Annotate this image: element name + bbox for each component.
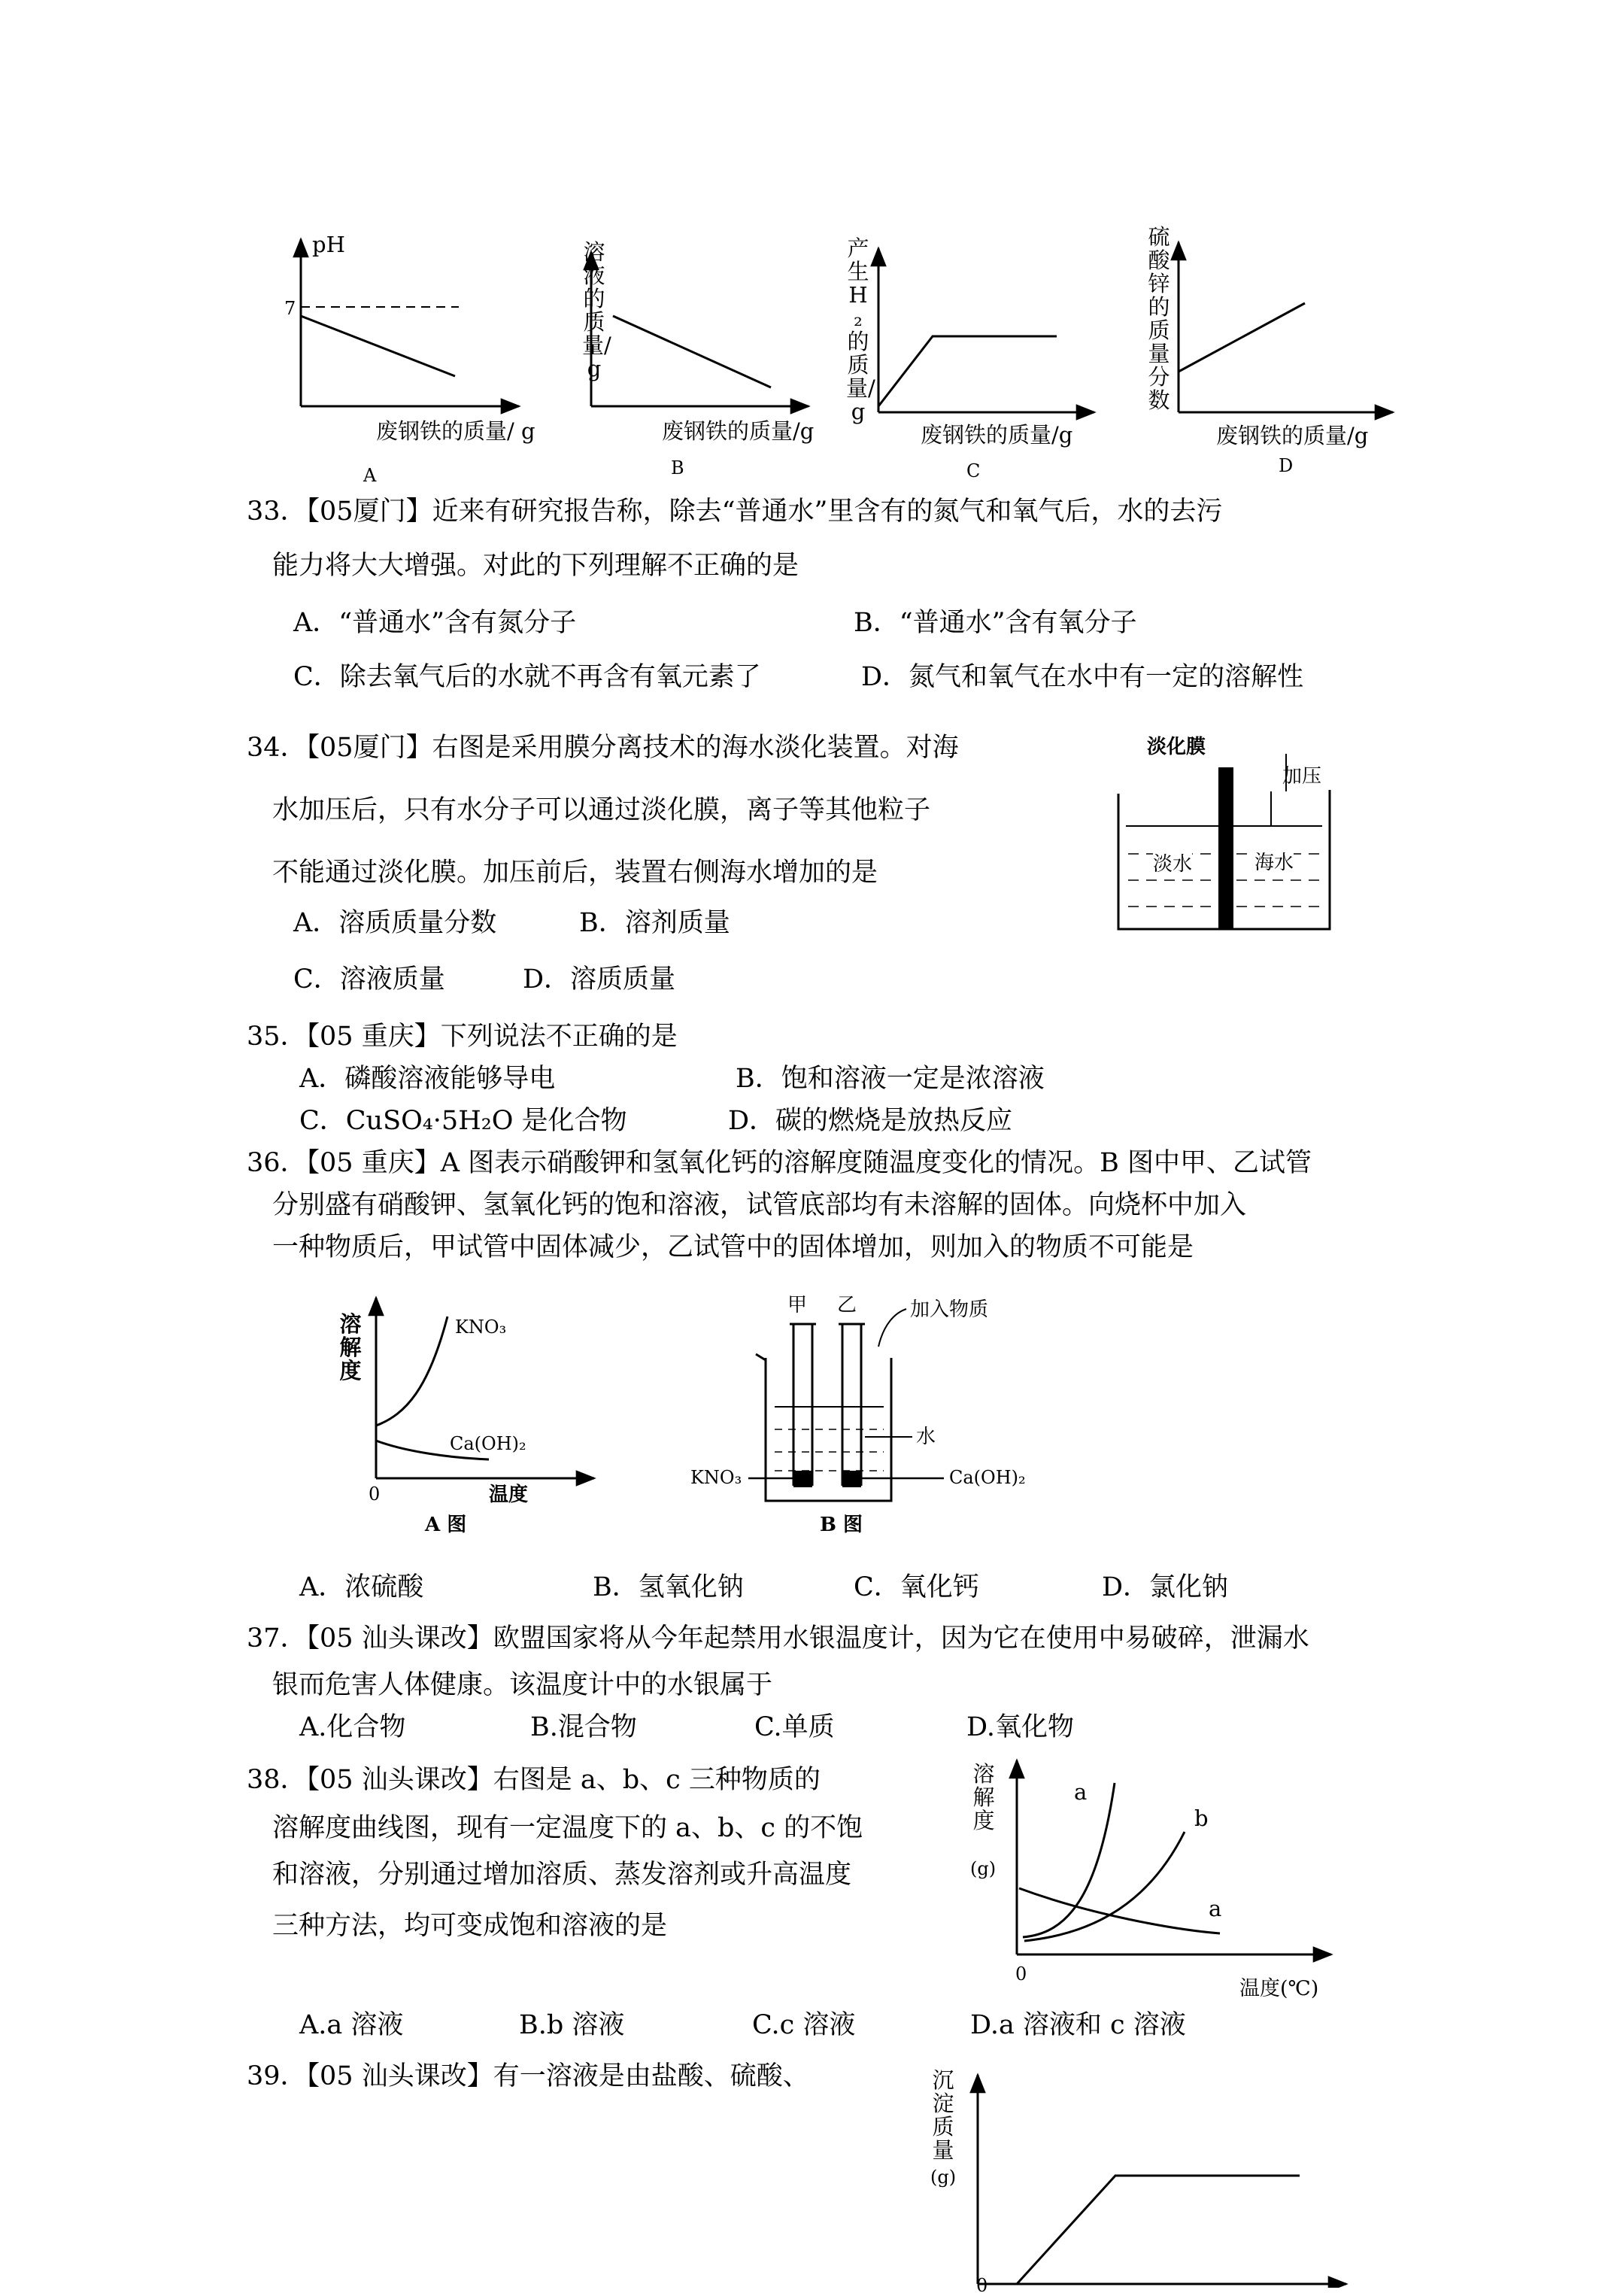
fig36a-kno3-curve <box>376 1317 447 1426</box>
q38-option-c: C.c 溶液 <box>752 2010 856 2040</box>
fig39-origin: 0 <box>976 2275 988 2296</box>
q35-option-a: A．磷酸溶液能够导电 <box>299 1064 556 1094</box>
q35-line1: 35．【05 重庆】下列说法不正确的是 <box>247 1022 678 1052</box>
add-pointer <box>878 1309 906 1347</box>
membrane <box>1218 767 1233 929</box>
fig36b-water: 水 <box>916 1426 936 1448</box>
chart-a-xlabel: 废钢铁的质量/ g <box>376 418 535 444</box>
q38-option-d: D.a 溶液和 c 溶液 <box>970 2010 1186 2040</box>
chart-a-curve <box>301 316 455 376</box>
q34-line1: 34．【05厦门】右图是采用膜分离技术的海水淡化装置。对海 <box>247 733 959 763</box>
chart-a-letter: A <box>363 465 377 486</box>
q37-option-a: A.化合物 <box>299 1712 406 1742</box>
chart-b-curve <box>613 316 771 387</box>
q34-option-b: B．溶剂质量 <box>579 908 730 938</box>
fig38-curve-a-falling <box>1019 1888 1220 1933</box>
chart-d-letter: D <box>1279 455 1294 476</box>
chart-c-xlabel: 废钢铁的质量/g <box>921 422 1073 448</box>
pressure-label: 加压 <box>1282 765 1322 788</box>
fig38-ylabel: 溶解度 <box>972 1761 995 1833</box>
q35-option-b: B．饱和溶液一定是浓溶液 <box>736 1064 1045 1094</box>
q37-option-d: D.氧化物 <box>966 1712 1074 1742</box>
fig38-label-b: b <box>1194 1806 1209 1831</box>
chart-b-letter: B <box>671 457 684 478</box>
chart-b-axes <box>591 252 808 406</box>
q38-option-b: B.b 溶液 <box>519 2010 625 2040</box>
q36-line3: 一种物质后，甲试管中固体减少，乙试管中的固体增加，则加入的物质不可能是 <box>272 1232 1194 1262</box>
chart-a-axes <box>301 239 519 406</box>
chart-b-xlabel: 废钢铁的质量/g <box>662 418 815 444</box>
q38-option-a: A.a 溶液 <box>299 2010 404 2040</box>
fig36b-jia: 甲 <box>787 1294 808 1317</box>
q37-option-c: C.单质 <box>754 1712 835 1742</box>
test-tube-jia <box>790 1324 816 1486</box>
q33-line2: 能力将大大增强。对此的下列理解不正确的是 <box>272 551 799 581</box>
fig36b-kno3: KNO₃ <box>690 1467 742 1488</box>
chart-d-curve <box>1179 303 1305 372</box>
chart-c-axes <box>878 248 1094 412</box>
q34-line3: 不能通过淡化膜。加压前后，装置右侧海水增加的是 <box>272 858 878 888</box>
q34-line2: 水加压后，只有水分子可以通过淡化膜，离子等其他粒子 <box>272 795 931 825</box>
sea-water-label: 海水 <box>1254 852 1294 874</box>
chart-a-tick: 7 <box>284 298 296 319</box>
q34-option-c: C．溶液质量 <box>293 964 445 995</box>
q36-option-a: A．浓硫酸 <box>299 1572 424 1602</box>
fig38-origin: 0 <box>1015 1963 1027 1985</box>
q38-line3: 和溶液，分别通过增加溶质、蒸发溶剂或升高温度 <box>272 1860 852 1890</box>
q37-line1: 37．【05 汕头课改】欧盟国家将从今年起禁用水银温度计，因为它在使用中易破碎，泄漏水 <box>247 1623 1309 1654</box>
fresh-water-label: 淡水 <box>1153 853 1193 876</box>
fig36b-caption: B 图 <box>820 1514 863 1536</box>
chart-c-curve <box>878 336 1057 406</box>
fig36b-yi: 乙 <box>837 1294 857 1317</box>
chart-d-ylabel: 硫酸锌的质量分数 <box>1148 224 1170 413</box>
chart-d-axes <box>1179 242 1393 412</box>
fig36a-kno3: KNO₃ <box>455 1317 507 1338</box>
q35-option-c: C．CuSO₄·5H₂O 是化合物 <box>299 1106 627 1136</box>
chart-c-letter: C <box>966 460 981 481</box>
q35-option-d: D．碳的燃烧是放热反应 <box>728 1106 1013 1136</box>
q33-option-d: D．氮气和氧气在水中有一定的溶解性 <box>861 662 1304 692</box>
fig36b-caoh: Ca(OH)₂ <box>949 1467 1026 1488</box>
test-tube-yi <box>839 1324 865 1486</box>
fig36a-origin: 0 <box>369 1484 381 1505</box>
q36-option-b: B．氢氧化钠 <box>593 1572 744 1602</box>
fig36a-ylabel: 溶解度 <box>339 1311 362 1383</box>
q37-option-b: B.混合物 <box>530 1712 637 1742</box>
q34-option-a: A．溶质质量分数 <box>293 908 497 938</box>
q38-line1: 38．【05 汕头课改】右图是 a、b、c 三种物质的 <box>247 1765 821 1795</box>
fig36a-caption: A 图 <box>425 1514 467 1536</box>
chart-b-ylabel: 溶液的质量/g <box>582 239 611 381</box>
q33-option-b: B．“普通水”含有氧分子 <box>854 608 1137 638</box>
q36-line2: 分别盛有硝酸钾、氢氧化钙的饱和溶液，试管底部均有未溶解的固体。向烧杯中加入 <box>272 1190 1247 1220</box>
fig38-xlabel: 温度(℃) <box>1239 1977 1319 2000</box>
fig38-unit: (g) <box>970 1858 997 1879</box>
q39-line1: 39．【05 汕头课改】有一溶液是由盐酸、硫酸、 <box>247 2061 809 2091</box>
q38-line4: 三种方法，均可变成饱和溶液的是 <box>272 1911 668 1941</box>
fig36a-caoh: Ca(OH)₂ <box>450 1433 526 1454</box>
q36-line1: 36．【05 重庆】A 图表示硝酸钾和氢氧化钙的溶解度随温度变化的情况。B 图中甲、乙试管 <box>247 1148 1312 1178</box>
fig39-curve <box>1017 2176 1300 2284</box>
fig39-ylabel: 沉淀质量 <box>932 2067 954 2163</box>
fig36a-xlabel: 温度 <box>489 1484 529 1506</box>
q33-line1: 33．【05厦门】近来有研究报告称，除去“普通水”里含有的氮气和氧气后，水的去污 <box>247 497 1223 527</box>
q38-line2: 溶解度曲线图，现有一定温度下的 a、b、c 的不饱 <box>272 1813 863 1843</box>
fig38-label-a1: a <box>1074 1779 1088 1805</box>
q34-option-d: D．溶质质量 <box>523 964 676 995</box>
chart-a-ylabel: pH <box>312 232 345 257</box>
q36-option-d: D．氯化钠 <box>1102 1572 1229 1602</box>
chart-d-xlabel: 废钢铁的质量/g <box>1216 423 1369 448</box>
q37-line2: 银而危害人体健康。该温度计中的水银属于 <box>272 1670 773 1700</box>
fig39-unit: (g) <box>930 2167 957 2188</box>
q36-option-c: C．氧化钙 <box>854 1572 979 1602</box>
fig38-axes <box>1017 1760 1331 1954</box>
fig36b-add: 加入物质 <box>910 1298 989 1321</box>
q33-option-c: C．除去氧气后的水就不再含有氧元素了 <box>293 662 761 692</box>
chart-c-ylabel: 产生H₂的质量/g <box>846 235 875 424</box>
membrane-label: 淡化膜 <box>1147 736 1206 758</box>
fig39-axes <box>978 2075 1346 2284</box>
fig38-label-a2: a <box>1209 1896 1222 1921</box>
q33-option-a: A．“普通水”含有氮分子 <box>293 608 577 638</box>
